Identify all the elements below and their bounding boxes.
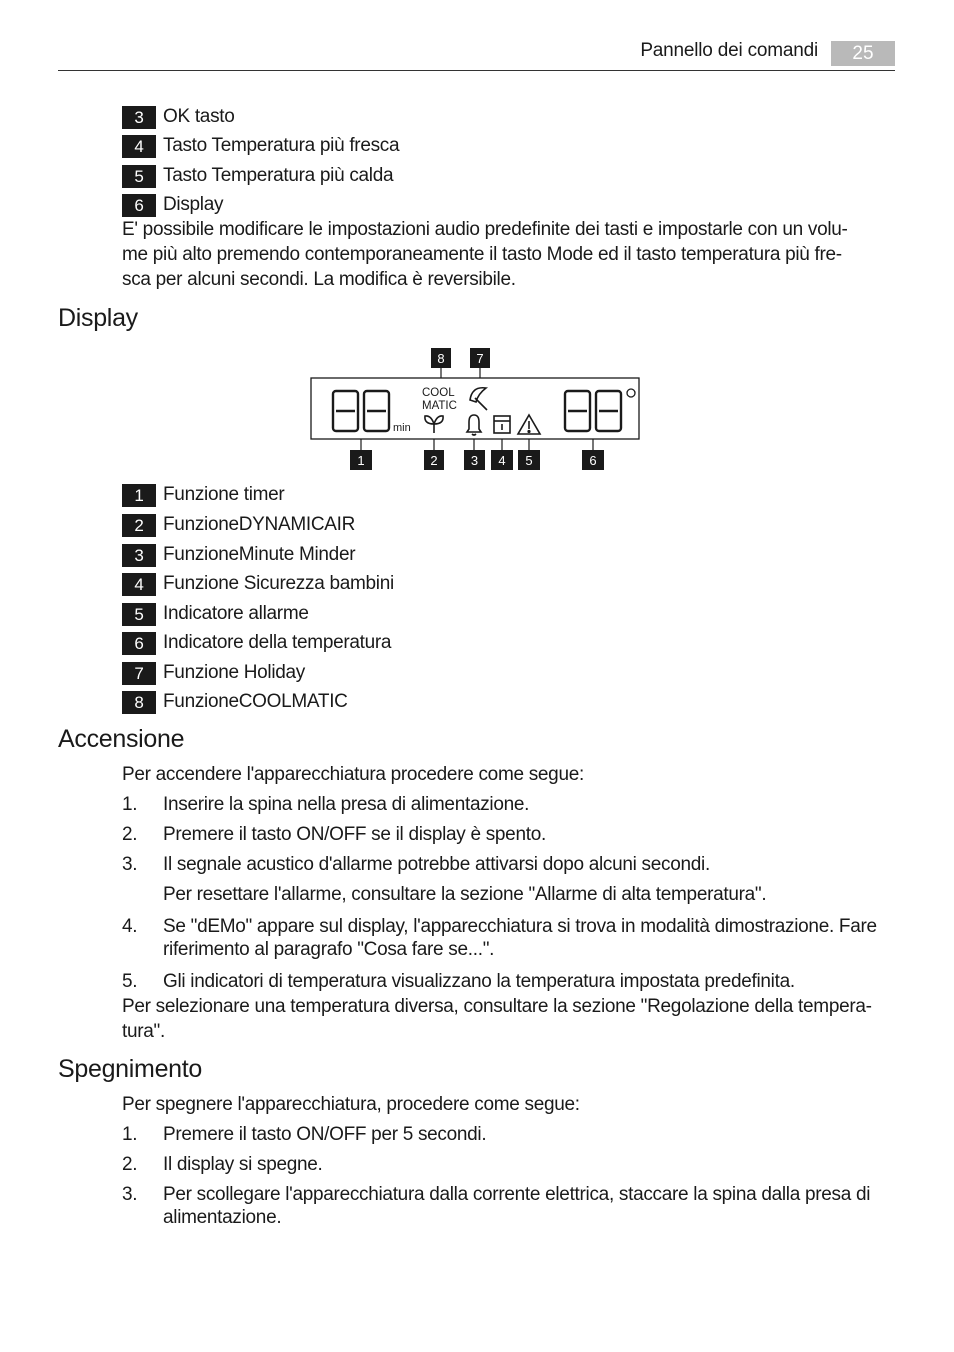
section-heading-accensione: Accensione xyxy=(58,725,185,753)
legend-item xyxy=(122,572,394,596)
legend-item xyxy=(122,602,309,626)
step-number: 5. xyxy=(122,971,138,992)
legend-label: Funzione Holiday xyxy=(163,662,306,683)
paragraph-line: me più alto premendo contemporaneamente il tasto Mode ed il tasto temperatura più fre- xyxy=(122,244,842,265)
list-item-label: Tasto Temperatura più calda xyxy=(163,165,394,186)
callout-4 xyxy=(491,450,513,470)
list-item xyxy=(122,105,235,129)
accensione-intro: Per accendere l'apparecchiatura procedere come segue: xyxy=(122,764,584,785)
legend-item xyxy=(122,690,348,714)
svg-text:8: 8 xyxy=(437,351,445,366)
step-note: Per resettare l'allarme, consultare la sezione "Allarme di alta temperatura". xyxy=(163,884,767,905)
svg-text:6: 6 xyxy=(589,453,597,468)
step-number: 1. xyxy=(122,794,138,815)
callout-6 xyxy=(582,450,604,470)
legend-label: Funzione timer xyxy=(163,484,285,505)
number-box: 3 xyxy=(122,106,156,129)
legend-label: Indicatore della temperatura xyxy=(163,632,392,653)
number-box: 7 xyxy=(122,662,156,685)
number-box: 5 xyxy=(122,165,156,188)
step-item xyxy=(122,1182,871,1207)
legend-item xyxy=(122,631,391,655)
svg-text:7: 7 xyxy=(476,351,484,366)
legend-label: Funzione Sicurezza bambini xyxy=(163,573,394,594)
paragraph-line: E' possibile modificare le impostazioni audio predefinite dei tasti e impostarle con un volu- xyxy=(122,219,848,240)
list-item xyxy=(122,164,393,188)
step-text: Se "dEMo" appare sul display, l'apparecchiatura si trova in modalità dimostrazione. Fare xyxy=(163,916,877,937)
step-number: 2. xyxy=(122,824,138,845)
callout-1 xyxy=(350,450,372,470)
step-continuation: riferimento al paragrafo "Cosa fare se...". xyxy=(163,939,495,960)
callout-7 xyxy=(470,348,490,368)
header-rule xyxy=(58,70,895,71)
legend-item xyxy=(122,661,305,685)
number-box: 6 xyxy=(122,194,156,217)
svg-text:4: 4 xyxy=(498,453,506,468)
legend-label: FunzioneDYNAMICAIR xyxy=(163,514,356,535)
intro-paragraph xyxy=(122,217,897,292)
step-item xyxy=(122,792,530,817)
number-box: 4 xyxy=(122,135,156,158)
paragraph-line: Per selezionare una temperatura diversa, consultare la sezione "Regolazione della tempera- xyxy=(122,996,872,1017)
step-number: 3. xyxy=(122,854,138,875)
coolmatic-label-line1: COOL xyxy=(422,387,455,399)
paragraph-line: tura". xyxy=(122,1021,165,1042)
step-number: 1. xyxy=(122,1124,138,1145)
coolmatic-label-line2: MATIC xyxy=(422,400,457,412)
spegnimento-intro: Per spegnere l'apparecchiatura, procedere come segue: xyxy=(122,1094,580,1115)
legend-item xyxy=(122,483,284,507)
number-box: 4 xyxy=(122,573,156,596)
min-label: min xyxy=(393,422,411,434)
number-box: 2 xyxy=(122,514,156,537)
running-header-title: Pannello dei comandi xyxy=(640,40,818,61)
legend-label: FunzioneMinute Minder xyxy=(163,544,356,565)
accensione-outro xyxy=(122,994,897,1044)
section-heading-display: Display xyxy=(58,304,138,332)
legend-item xyxy=(122,543,355,567)
step-text: Per scollegare l'apparecchiatura dalla corrente elettrica, staccare la spina dalla presa di xyxy=(163,1184,871,1205)
legend-label: FunzioneCOOLMATIC xyxy=(163,691,348,712)
callout-3 xyxy=(464,450,485,470)
list-item-label: Display xyxy=(163,194,224,215)
step-item xyxy=(122,914,877,939)
legend-item xyxy=(122,513,355,537)
list-item xyxy=(122,134,399,158)
svg-text:1: 1 xyxy=(357,453,365,468)
step-text: Il display si spegne. xyxy=(163,1154,323,1175)
list-item-label: OK tasto xyxy=(163,106,235,127)
step-number: 4. xyxy=(122,916,138,937)
callout-2 xyxy=(424,450,444,470)
step-text: Premere il tasto ON/OFF se il display è spento. xyxy=(163,824,546,845)
step-text: Il segnale acustico d'allarme potrebbe attivarsi dopo alcuni secondi. xyxy=(163,854,710,875)
svg-text:3: 3 xyxy=(470,453,479,468)
paragraph-line: sca per alcuni secondi. La modifica è reversibile. xyxy=(122,269,516,290)
svg-text:2: 2 xyxy=(430,453,438,468)
step-item xyxy=(122,1152,323,1177)
callout-8 xyxy=(431,348,451,368)
number-box: 1 xyxy=(122,484,156,507)
number-box: 6 xyxy=(122,632,156,655)
legend-label: Indicatore allarme xyxy=(163,603,309,624)
step-item xyxy=(122,969,795,994)
step-item xyxy=(122,852,710,877)
callout-5 xyxy=(518,450,540,470)
step-text: Inserire la spina nella presa di alimentazione. xyxy=(163,794,530,815)
number-box: 8 xyxy=(122,691,156,714)
svg-text:5: 5 xyxy=(525,453,533,468)
page-number-badge: 25 xyxy=(831,41,895,66)
step-number: 2. xyxy=(122,1154,138,1175)
step-number: 3. xyxy=(122,1184,138,1205)
step-continuation: alimentazione. xyxy=(163,1207,282,1228)
step-text: Gli indicatori di temperatura visualizzano la temperatura impostata predefinita. xyxy=(163,971,795,992)
list-item-label: Tasto Temperatura più fresca xyxy=(163,135,400,156)
display-diagram xyxy=(300,340,650,475)
step-item xyxy=(122,822,546,847)
step-item xyxy=(122,1122,487,1147)
step-text: Premere il tasto ON/OFF per 5 secondi. xyxy=(163,1124,487,1145)
number-box: 5 xyxy=(122,603,156,626)
list-item xyxy=(122,193,223,217)
number-box: 3 xyxy=(122,544,156,567)
section-heading-spegnimento: Spegnimento xyxy=(58,1055,203,1083)
